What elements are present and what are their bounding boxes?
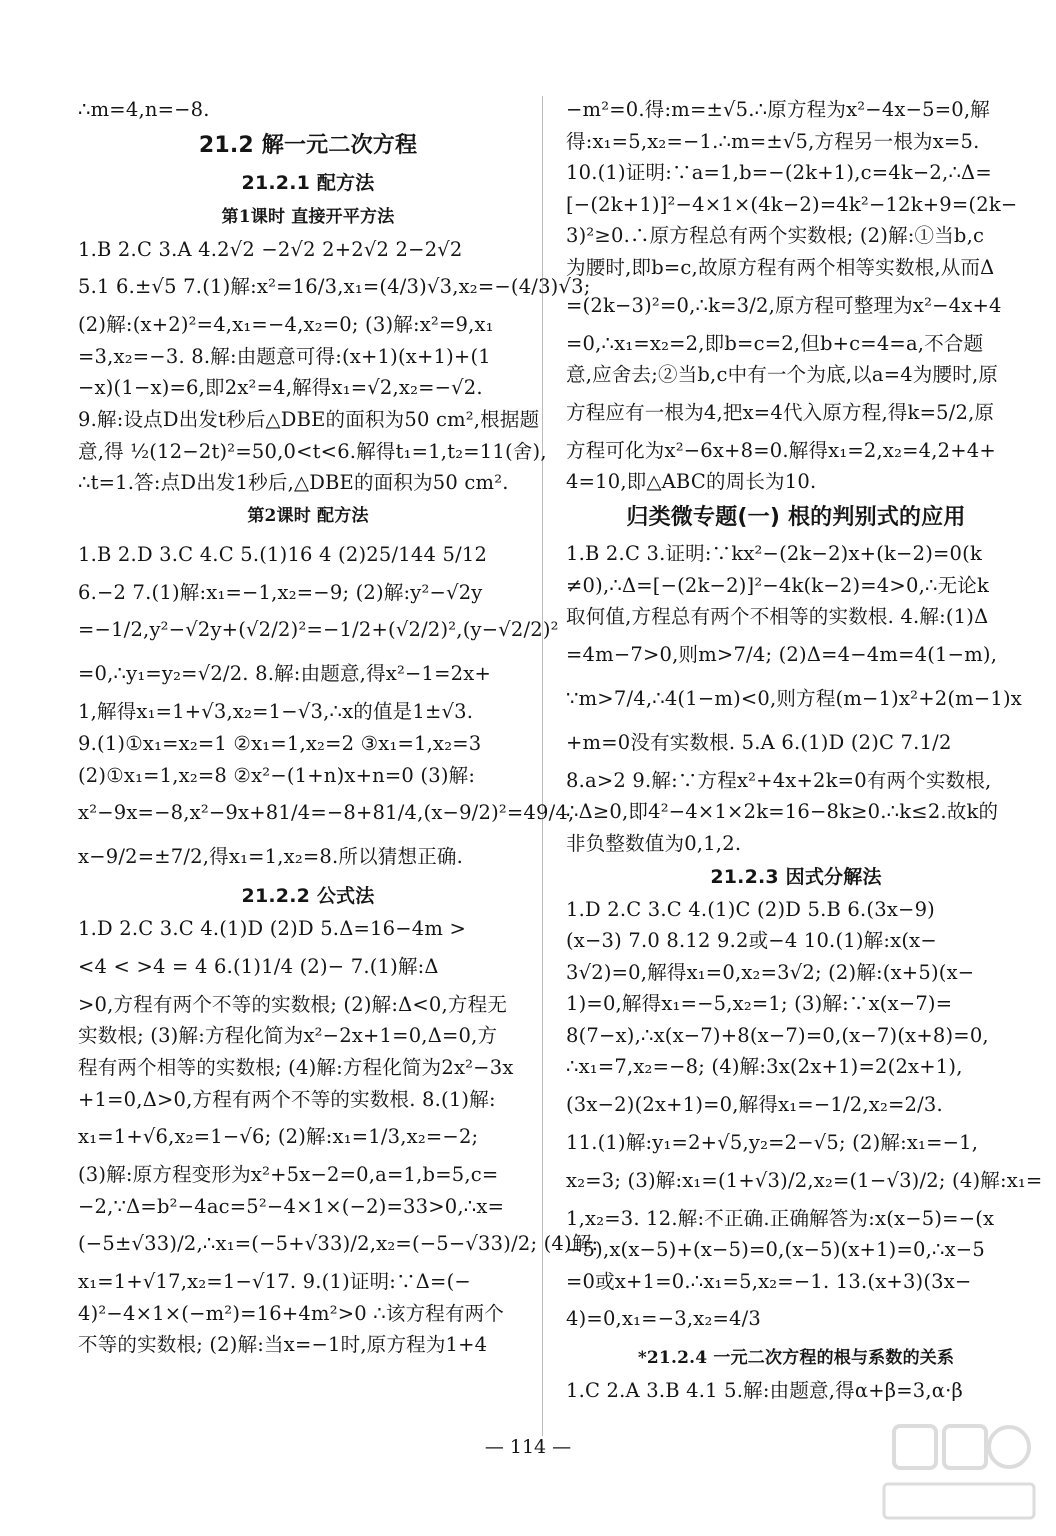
right-text-line: 3√2)=0,解得x₁=0,x₂=3√2; (2)解:(x+5)(x− xyxy=(566,960,975,984)
left-text-line: 意,得 ½(12−2t)²=50,0<t<6.解得t₁=1,t₂=11(舍), xyxy=(78,439,547,463)
right-text-line: x₂=3; (3)解:x₁=(1+√3)/2,x₂=(1−√3)/2; (4)解:x₁= xyxy=(566,1168,1043,1192)
right-text-line: 得:x₁=5,x₂=−1.∴m=±√5,方程另一根为x=5. xyxy=(566,129,980,153)
right-text-line: 非负整数值为0,1,2. xyxy=(566,831,742,855)
left-text-line: −2,∵Δ=b²−4ac=5²−4×1×(−2)=33>0,∴x= xyxy=(78,1194,505,1218)
left-text-line: <4 < >4 = 4 6.(1)1/4 (2)− 7.(1)解:Δ xyxy=(78,954,439,978)
right-text-line: −5),x(x−5)+(x−5)=0,(x−5)(x+1)=0,∴x−5 xyxy=(566,1238,985,1262)
right-text-line: 1,x₂=3. 12.解:不正确.正确解答为:x(x−5)=−(x xyxy=(566,1206,995,1230)
left-text-line: ∴m=4,n=−8. xyxy=(78,98,210,121)
right-text-line: =4m−7>0,则m>7/4; (2)Δ=4−4m=4(1−m), xyxy=(566,642,998,666)
right-text-line: =0或x+1=0.∴x₁=5,x₂=−1. 13.(x+3)(3x− xyxy=(566,1269,972,1293)
left-text-line: =−1/2,y²−√2y+(√2/2)²=−1/2+(√2/2)²,(y−√2/2)² xyxy=(78,618,559,642)
right-text-line: 3)²≥0.∴原方程总有两个实数根; (2)解:①当b,c xyxy=(566,224,985,248)
right-text-line: 意,应舍去;②当b,c中有一个为底,以a=4为腰时,原 xyxy=(566,363,999,387)
right-text-line: −m²=0.得:m=±√5.∴原方程为x²−4x−5=0,解 xyxy=(566,98,991,121)
left-heading: 第1课时 直接开平方法 xyxy=(221,206,395,227)
left-text-line: =3,x₂=−3. 8.解:由题意可得:(x+1)(x+1)+(1 xyxy=(78,344,491,368)
right-text-line: 1.B 2.C 3.证明:∵kx²−(2k−2)x+(k−2)=0(k xyxy=(566,541,982,565)
right-text-line: 取何值,方程总有两个不相等的实数根. 4.解:(1)Δ xyxy=(566,605,989,629)
left-heading: 第2课时 配方法 xyxy=(247,505,369,526)
page-number: — 114 — xyxy=(484,1436,572,1458)
left-text-line: 1.B 2.D 3.C 4.C 5.(1)16 4 (2)25/144 5/12 xyxy=(78,542,488,566)
right-text-line: 为腰时,即b=c,故原方程有两个相等实数根,从而Δ xyxy=(566,255,995,279)
left-text-line: 6.−2 7.(1)解:x₁=−1,x₂=−9; (2)解:y²−√2y xyxy=(78,580,483,604)
left-heading: 21.2 解一元二次方程 xyxy=(198,132,418,158)
left-text-line: x²−9x=−8,x²−9x+81/4=−8+81/4,(x−9/2)²=49/4, xyxy=(78,801,575,825)
left-text-line: (3)解:原方程变形为x²+5x−2=0,a=1,b=5,c= xyxy=(78,1163,499,1187)
right-text-line: [−(2k+1)]²−4×1×(4k−2)=4k²−12k+9=(2k− xyxy=(566,192,1018,216)
right-text-line: (x−3) 7.0 8.12 9.2或−4 10.(1)解:x(x− xyxy=(566,929,937,953)
left-text-line: +1=0,Δ>0,方程有两个不等的实数根. 8.(1)解: xyxy=(78,1087,496,1111)
right-text-line: 方程应有一根为4,把x=4代入原方程,得k=5/2,原 xyxy=(566,400,995,424)
right-text-line: ∴Δ≥0,即4²−4×1×2k=16−8k≥0.∴k≤2.故k的 xyxy=(566,800,999,824)
left-heading: 21.2.2 公式法 xyxy=(241,885,375,908)
left-text-line: x₁=1+√6,x₂=1−√6; (2)解:x₁=1/3,x₂=−2; xyxy=(78,1125,479,1149)
left-text-line: 1,解得x₁=1+√3,x₂=1−√3,∴x的值是1±√3. xyxy=(78,700,474,724)
watermark-logo-icon xyxy=(874,1418,1044,1528)
right-text-line: 10.(1)证明:∵a=1,b=−(2k+1),c=4k−2,∴Δ= xyxy=(566,161,992,185)
right-column xyxy=(566,94,1043,1407)
left-text-line: −x)(1−x)=6,即2x²=4,解得x₁=√2,x₂=−√2. xyxy=(78,376,483,400)
right-text-line: 8.a>2 9.解:∵方程x²+4x+2k=0有两个实数根, xyxy=(566,768,992,792)
right-text-line: +m=0没有实数根. 5.A 6.(1)D (2)C 7.1/2 xyxy=(566,730,952,754)
right-text-line: 1)=0,解得x₁=−5,x₂=1; (3)解:∵x(x−7)= xyxy=(566,992,953,1016)
left-text-line: 4)²−4×1×(−m²)=16+4m²>0 ∴该方程有两个 xyxy=(78,1301,505,1325)
left-heading: 21.2.1 配方法 xyxy=(241,171,375,194)
left-text-line: 5.1 6.±√5 7.(1)解:x²=16/3,x₁=(4/3)√3,x₂=−(4/3)√3; xyxy=(78,275,591,299)
right-text-line: =0,∴x₁=x₂=2,即b=c=2,但b+c=4=a,不合题 xyxy=(566,331,984,355)
left-text-line: (−5±√33)/2,∴x₁=(−5+√33)/2,x₂=(−5−√33)/2; (4)解: xyxy=(78,1232,599,1256)
left-text-line: >0,方程有两个不等的实数根; (2)解:Δ<0,方程无 xyxy=(78,992,508,1016)
left-text-line: 不等的实数根; (2)解:当x=−1时,原方程为1+4 xyxy=(78,1333,488,1357)
right-heading: 21.2.3 因式分解法 xyxy=(710,865,882,888)
right-text-line: 8(7−x),∴x(x−7)+8(x−7)=0,(x−7)(x+8)=0, xyxy=(566,1023,989,1047)
right-text-line: ∵m>7/4,∴4(1−m)<0,则方程(m−1)x²+2(m−1)x xyxy=(566,686,1022,710)
right-heading: *21.2.4 一元二次方程的根与系数的关系 xyxy=(637,1348,955,1369)
left-text-line: 9.(1)①x₁=x₂=1 ②x₁=1,x₂=2 ③x₁=1,x₂=3 xyxy=(78,731,482,755)
right-text-line: ≠0),∴Δ=[−(2k−2)]²−4k(k−2)=4>0,∴无论k xyxy=(566,573,989,597)
left-text-line: (2)解:(x+2)²=4,x₁=−4,x₂=0; (3)解:x²=9,x₁ xyxy=(78,313,494,337)
right-text-line: ∴x₁=7,x₂=−8; (4)解:3x(2x+1)=2(2x+1), xyxy=(566,1055,963,1079)
right-text-line: 1.C 2.A 3.B 4.1 5.解:由题意,得α+β=3,α·β xyxy=(566,1379,963,1403)
right-text-line: 4)=0,x₁=−3,x₂=4/3 xyxy=(566,1307,761,1331)
left-text-line: 程有两个相等的实数根; (4)解:方程化简为2x²−3x xyxy=(78,1055,514,1079)
right-text-line: =(2k−3)²=0,∴k=3/2,原方程可整理为x²−4x+4 xyxy=(566,293,1002,317)
left-column xyxy=(78,94,599,1361)
right-text-line: 4=10,即△ABC的周长为10. xyxy=(566,470,817,494)
right-text-line: 1.D 2.C 3.C 4.(1)C (2)D 5.B 6.(3x−9) xyxy=(566,897,935,921)
left-text-line: 9.解:设点D出发t秒后△DBE的面积为50 cm²,根据题 xyxy=(78,407,540,431)
right-text-line: 11.(1)解:y₁=2+√5,y₂=2−√5; (2)解:x₁=−1, xyxy=(566,1131,979,1155)
left-text-line: x₁=1+√17,x₂=1−√17. 9.(1)证明:∵Δ=(− xyxy=(78,1270,471,1294)
left-text-line: (2)①x₁=1,x₂=8 ②x²−(1+n)x+n=0 (3)解: xyxy=(78,763,476,787)
left-text-line: 1.B 2.C 3.A 4.2√2 −2√2 2+2√2 2−2√2 xyxy=(78,237,463,261)
right-heading: 归类微专题(一) 根的判别式的应用 xyxy=(626,504,966,530)
left-text-line: ∴t=1.答:点D出发1秒后,△DBE的面积为50 cm². xyxy=(78,471,509,495)
right-text-line: 方程可化为x²−6x+8=0.解得x₁=2,x₂=4,2+4+ xyxy=(566,438,996,462)
left-text-line: 实数根; (3)解:方程化简为x²−2x+1=0,Δ=0,方 xyxy=(78,1024,498,1048)
left-text-line: 1.D 2.C 3.C 4.(1)D (2)D 5.Δ=16−4m > xyxy=(78,917,467,941)
left-text-line: =0,∴y₁=y₂=√2/2. 8.解:由题意,得x²−1=2x+ xyxy=(78,662,492,686)
right-text-line: (3x−2)(2x+1)=0,解得x₁=−1/2,x₂=2/3. xyxy=(566,1093,943,1117)
left-text-line: x−9/2=±7/2,得x₁=1,x₂=8.所以猜想正确. xyxy=(78,845,463,869)
